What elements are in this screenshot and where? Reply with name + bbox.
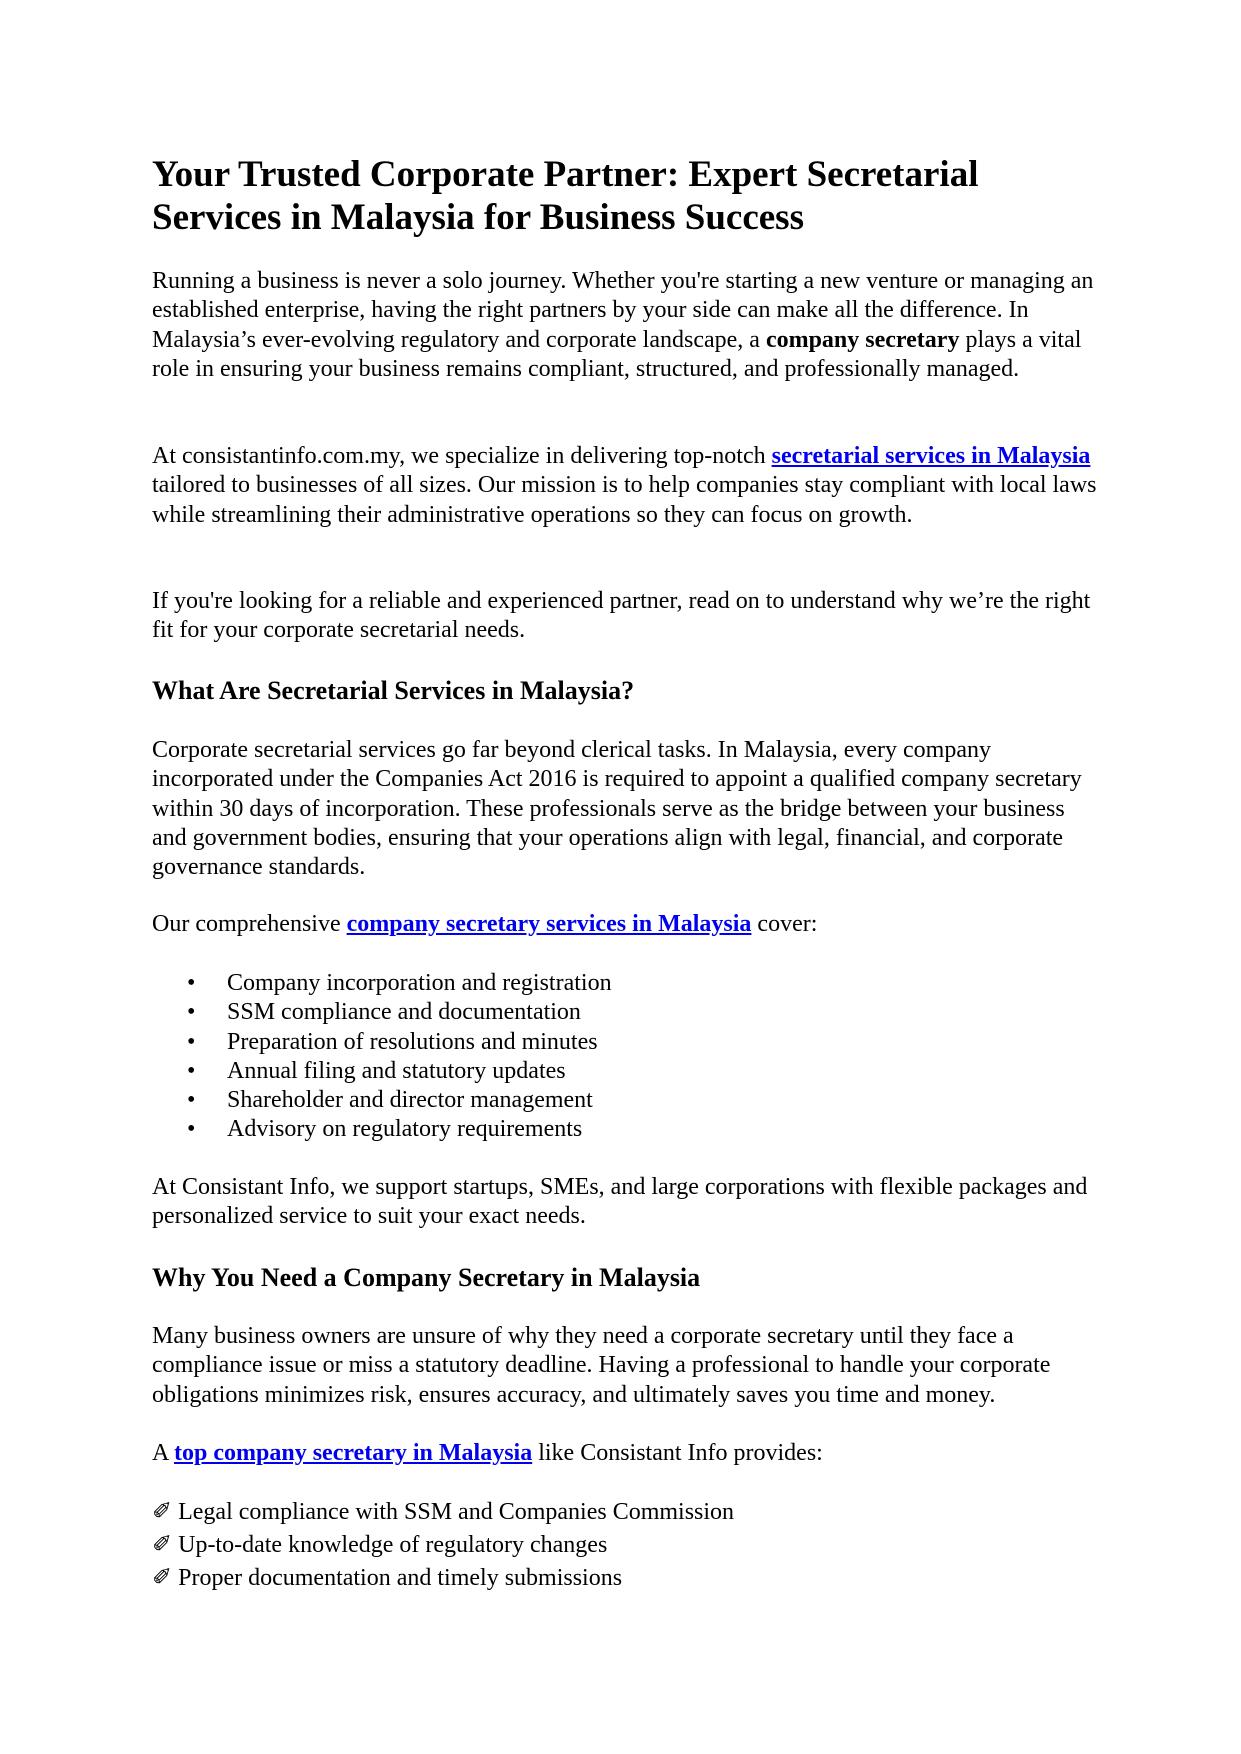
list-item-text: Annual filing and statutory updates xyxy=(227,1057,566,1084)
pencil-check-icon: ✐ xyxy=(152,1565,173,1591)
section1-paragraph-2 xyxy=(152,910,1102,939)
list-item-text: Advisory on regulatory requirements xyxy=(227,1116,583,1143)
list-item xyxy=(152,998,1102,1027)
pencil-check-icon: ✐ xyxy=(152,1499,173,1525)
bullet-icon: • xyxy=(187,1116,196,1143)
text: plays a vital role in ensuring your business remains compliant, structured, and professionally managed. xyxy=(152,326,1082,382)
bold-text: company secretary xyxy=(765,326,960,353)
text: Running a business is never a solo journey. Whether you're starting a new venture or managing an established enterprise, having the right partners by your side can make all the difference. In Malaysia’s ever-evolving regulatory and corporate landscape, a xyxy=(152,268,1094,353)
check-item xyxy=(152,1562,1102,1595)
section2-paragraph-1: Many business owners are unsure of why they need a corporate secretary until they face a compliance issue or miss a statutory deadline. Having a professional to handle your corporate obligations minimizes risk, ensures accuracy, and ultimately saves you time and money. xyxy=(152,1323,1051,1408)
pencil-check-icon: ✐ xyxy=(152,1532,173,1558)
list-item xyxy=(152,969,1102,998)
bullet-icon: • xyxy=(187,970,196,996)
list-item xyxy=(152,1115,1102,1144)
text: Our comprehensive xyxy=(152,911,347,937)
bullet-icon: • xyxy=(187,999,196,1026)
secretarial-services-link[interactable]: secretarial services in Malaysia xyxy=(771,443,1091,469)
check-item-text: Proper documentation and timely submissions xyxy=(178,1565,623,1591)
text: tailored to businesses of all sizes. Our mission is to help companies stay compliant with local laws while streamlining their administrative operations so they can focus on growth. xyxy=(152,472,1097,528)
check-item xyxy=(152,1529,1102,1562)
check-item-text: Legal compliance with SSM and Companies Commission xyxy=(178,1499,735,1525)
text: like Consistant Info provides: xyxy=(532,1440,823,1466)
benefits-checklist xyxy=(152,1496,1102,1595)
bullet-icon: • xyxy=(187,1057,196,1084)
company-secretary-services-link[interactable]: company secretary services in Malaysia xyxy=(346,911,752,937)
bullet-icon: • xyxy=(187,1087,196,1114)
list-item-text: Shareholder and director management xyxy=(227,1087,593,1114)
check-item-text: Up-to-date knowledge of regulatory changes xyxy=(178,1532,608,1558)
intro-paragraph-1 xyxy=(152,267,1102,384)
section-heading-why: Why You Need a Company Secretary in Malaysia xyxy=(152,1263,701,1292)
list-item xyxy=(152,1086,1102,1115)
page-title: Your Trusted Corporate Partner: Expert Secretarial Services in Malaysia for Business Success xyxy=(152,154,979,238)
intro-paragraph-2 xyxy=(152,442,1102,530)
services-list xyxy=(152,969,1102,1145)
list-item xyxy=(152,1057,1102,1086)
text: At consistantinfo.com.my, we specialize in delivering top-notch xyxy=(152,443,772,469)
text: A xyxy=(152,1440,175,1466)
list-item xyxy=(152,1028,1102,1057)
list-item-text: Company incorporation and registration xyxy=(227,970,612,996)
list-item-text: SSM compliance and documentation xyxy=(227,999,581,1026)
section-heading-what: What Are Secretarial Services in Malaysia? xyxy=(152,676,635,705)
text: cover: xyxy=(751,911,818,937)
intro-paragraph-3: If you're looking for a reliable and experienced partner, read on to understand why we’re the right fit for your corporate secretarial needs. xyxy=(152,588,1091,644)
section1-paragraph-3: At Consistant Info, we support startups, SMEs, and large corporations with flexible packages and personalized service to suit your exact needs. xyxy=(152,1174,1088,1230)
bullet-icon: • xyxy=(187,1028,196,1055)
section1-paragraph-1: Corporate secretarial services go far beyond clerical tasks. In Malaysia, every company incorporated under the Companies Act 2016 is required to appoint a qualified company secretary within 30 days of incorporation. These professionals serve as the bridge between your business and government bodies, ensuring that your operations align with legal, financial, and corporate governance standards. xyxy=(152,737,1082,881)
check-item xyxy=(152,1496,1102,1529)
top-company-secretary-link[interactable]: top company secretary in Malaysia xyxy=(174,1440,533,1466)
section2-paragraph-2 xyxy=(152,1439,1102,1468)
list-item-text: Preparation of resolutions and minutes xyxy=(227,1028,598,1055)
